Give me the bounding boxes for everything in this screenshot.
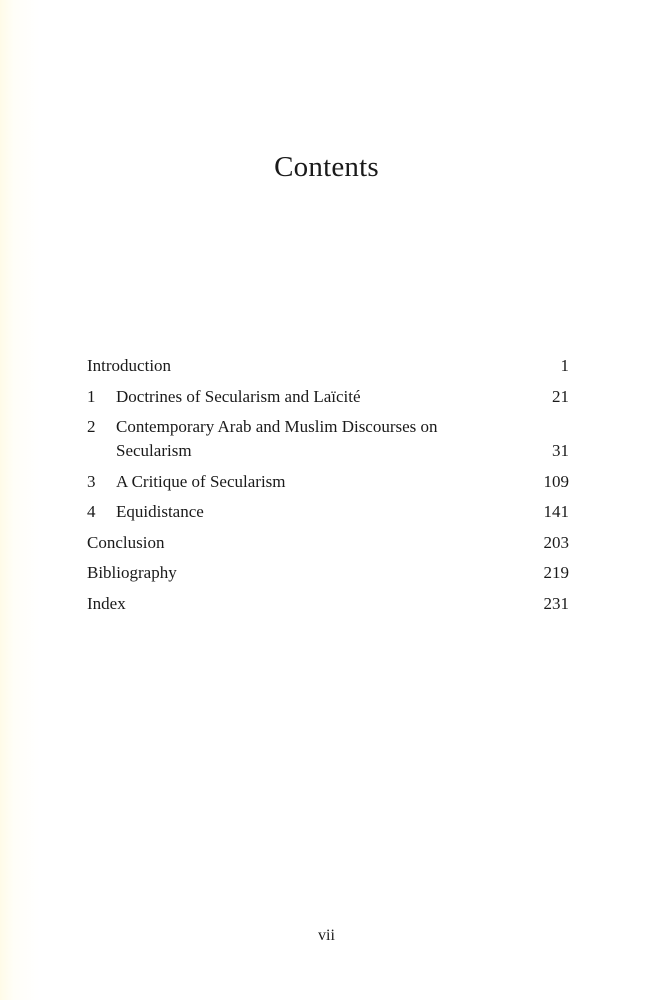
toc-entry-page: 1 [560, 356, 569, 375]
toc-entry-chapter-1 [87, 385, 569, 409]
toc-entry-page: 231 [543, 593, 569, 613]
toc-entry-title: Introduction [87, 356, 172, 375]
toc-entry-title: Conclusion [87, 532, 165, 552]
toc-entry-title: A Critique of Secularism [116, 471, 286, 491]
toc-entry-title: Doctrines of Secularism and Laïcité [116, 386, 361, 406]
toc-entry-introduction [87, 354, 569, 378]
toc-entry-title: Index [87, 593, 126, 613]
toc-entry-page: 31 [552, 441, 569, 460]
toc-entry-chapter-4 [87, 500, 569, 524]
toc-entry-title: Bibliography [87, 563, 177, 582]
toc-entry-chapter-3 [87, 470, 569, 494]
toc-entry-number: 4 [87, 502, 96, 521]
toc-entry-number: 2 [87, 417, 96, 436]
toc-entry-number: 1 [87, 386, 96, 406]
toc-entry-page: 203 [543, 532, 569, 552]
toc-entry-index [87, 592, 569, 616]
toc-entry-chapter-2 [87, 415, 569, 463]
toc-entry-bibliography [87, 561, 569, 585]
toc-entry-page: 21 [552, 386, 569, 406]
toc-entry-title: Contemporary Arab and Muslim Discourses on Secularism [116, 417, 438, 460]
toc-entry-conclusion [87, 531, 569, 555]
toc-entry-title: Equidistance [116, 502, 204, 521]
toc-entry-number: 3 [87, 471, 96, 491]
toc-entry-page: 109 [543, 471, 569, 491]
toc-entry-page: 219 [543, 563, 569, 582]
page-folio: vii [318, 927, 335, 944]
page-title: Contents [274, 151, 379, 184]
table-of-contents [87, 354, 569, 622]
toc-entry-page: 141 [543, 502, 569, 521]
